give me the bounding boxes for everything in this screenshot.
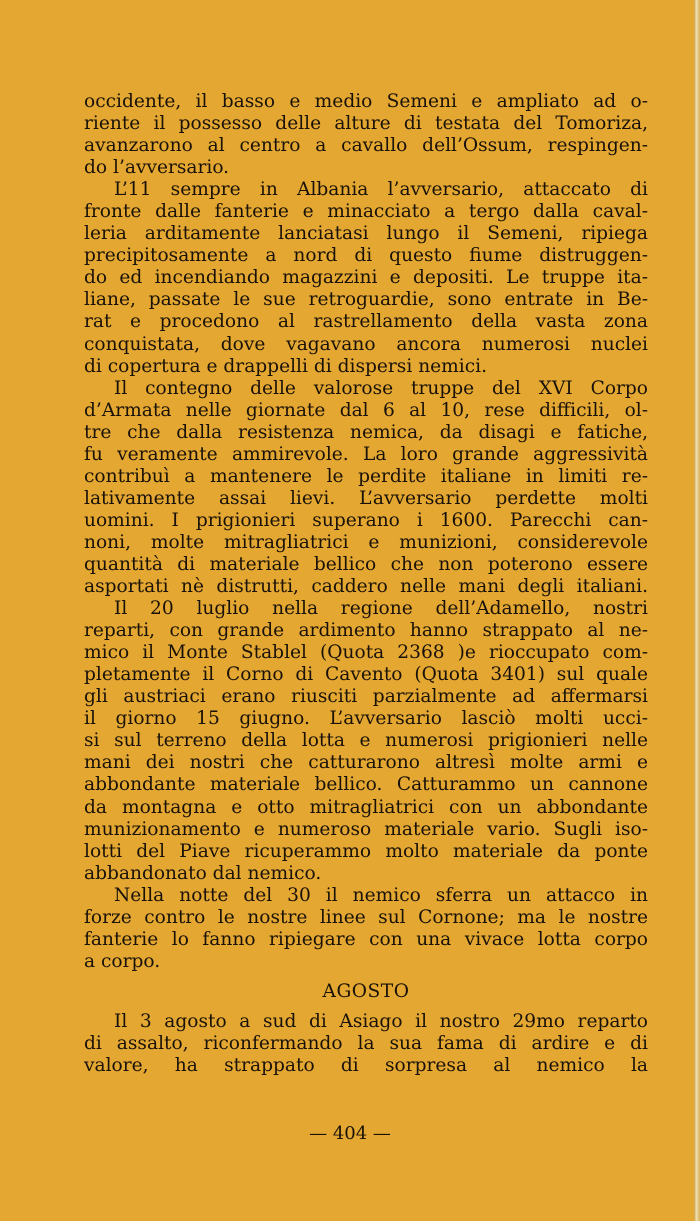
paragraph xyxy=(84,885,648,973)
text-line: riente il possesso delle alture di testata del Tomoriza, xyxy=(84,113,648,135)
paragraph xyxy=(84,598,648,885)
text-line: valore, ha strappato di sorpresa al nemico la xyxy=(84,1055,648,1077)
text-line: uomini. I prigionieri superano i 1600. Parecchi can- xyxy=(84,509,648,531)
section-heading: AGOSTO xyxy=(322,980,410,1002)
text-line: munizionamento e numeroso materiale vario. Sugli iso- xyxy=(84,818,648,840)
text-line: lativamente assai lievi. L’avversario perdette molti xyxy=(84,487,648,509)
text-line: Nella notte del 30 il nemico sferra un attacco in xyxy=(114,884,648,906)
text-line: contribuì a mantenere le perdite italiane in limiti re- xyxy=(84,465,648,487)
paragraph xyxy=(84,378,648,598)
text-line: precipitosamente a nord di questo fiume distruggen- xyxy=(84,245,648,267)
text-line: Il 20 luglio nella regione dell’Adamello, nostri xyxy=(114,598,648,620)
text-line: fanterie lo fanno ripiegare con una vivace lotta corpo xyxy=(84,928,648,950)
text-line: asportati nè distrutti, caddero nelle mani degli italiani. xyxy=(84,576,648,598)
paragraph xyxy=(84,91,648,179)
text-line: L’11 sempre in Albania l’avversario, attaccato di xyxy=(114,179,648,201)
text-line: occidente, il basso e medio Semeni e ampliato ad o- xyxy=(84,91,648,112)
text-line: mani dei nostri che catturarono altresì molte armi e xyxy=(84,752,648,774)
text-line: a corpo. xyxy=(84,950,161,972)
text-line: abbandonato dal nemico. xyxy=(84,862,322,884)
text-line: di copertura e drappelli di dispersi nemici. xyxy=(84,355,488,377)
text-line: da montagna e otto mitragliatrici con un abbondante xyxy=(84,796,648,818)
text-line: d’Armata nelle giornate dal 6 al 10, rese difficili, ol- xyxy=(84,399,648,421)
page-edge xyxy=(694,0,700,1221)
text-line: si sul terreno della lotta e numerosi prigionieri nelle xyxy=(84,730,648,752)
text-line: leria arditamente lanciatasi lungo il Semeni, ripiega xyxy=(84,223,648,245)
paragraph xyxy=(84,179,648,377)
text-line: do l’avversario. xyxy=(84,157,230,179)
text-line: fu veramente ammirevole. La loro grande aggressività xyxy=(84,443,648,465)
text-line: tre che dalla resistenza nemica, da disagi e fatiche, xyxy=(84,421,648,443)
page-number: — 404 — xyxy=(309,1123,391,1144)
text-line: Il contegno delle valorose truppe del XVI Corpo xyxy=(114,377,648,399)
text-line: il giorno 15 giugno. L’avversario lasciò molti ucci- xyxy=(84,708,648,730)
text-line: di assalto, riconfermando la sua fama di ardire e di xyxy=(84,1032,648,1054)
text-line: fronte dalle fanterie e minacciato a tergo dalla caval- xyxy=(84,201,648,223)
paragraph xyxy=(84,1011,648,1077)
text-line: avanzarono al centro a cavallo dell’Ossum, respingen- xyxy=(84,135,648,157)
text-line: gli austriaci erano riusciti parzialmente ad affermarsi xyxy=(84,686,648,708)
text-line: mico il Monte Stablel (Quota 2368 )e rioccupato com- xyxy=(84,642,648,664)
text-line: lotti del Piave ricuperammo molto materiale da ponte xyxy=(84,840,648,862)
text-line: forze contro le nostre linee sul Cornone; ma le nostre xyxy=(84,906,648,928)
text-line: abbondante materiale bellico. Catturammo un cannone xyxy=(84,774,648,796)
text-line: liane, passate le sue retroguardie, sono entrate in Be- xyxy=(84,289,648,311)
text-line: reparti, con grande ardimento hanno strappato al ne- xyxy=(84,620,648,642)
text-line: quantità di materiale bellico che non poterono essere xyxy=(84,553,648,575)
text-line: Il 3 agosto a sud di Asiago il nostro 29mo reparto xyxy=(114,1010,648,1032)
text-line: pletamente il Corno di Cavento (Quota 3401) sul quale xyxy=(84,664,648,686)
text-line: conquistata, dove vagavano ancora numerosi nuclei xyxy=(84,333,648,355)
text-line: rat e procedono al rastrellamento della vasta zona xyxy=(84,311,648,333)
text-line: noni, molte mitragliatrici e munizioni, considerevole xyxy=(84,531,648,553)
body-text xyxy=(84,91,648,1077)
text-line: do ed incendiando magazzini e depositi. Le truppe ita- xyxy=(84,267,648,289)
